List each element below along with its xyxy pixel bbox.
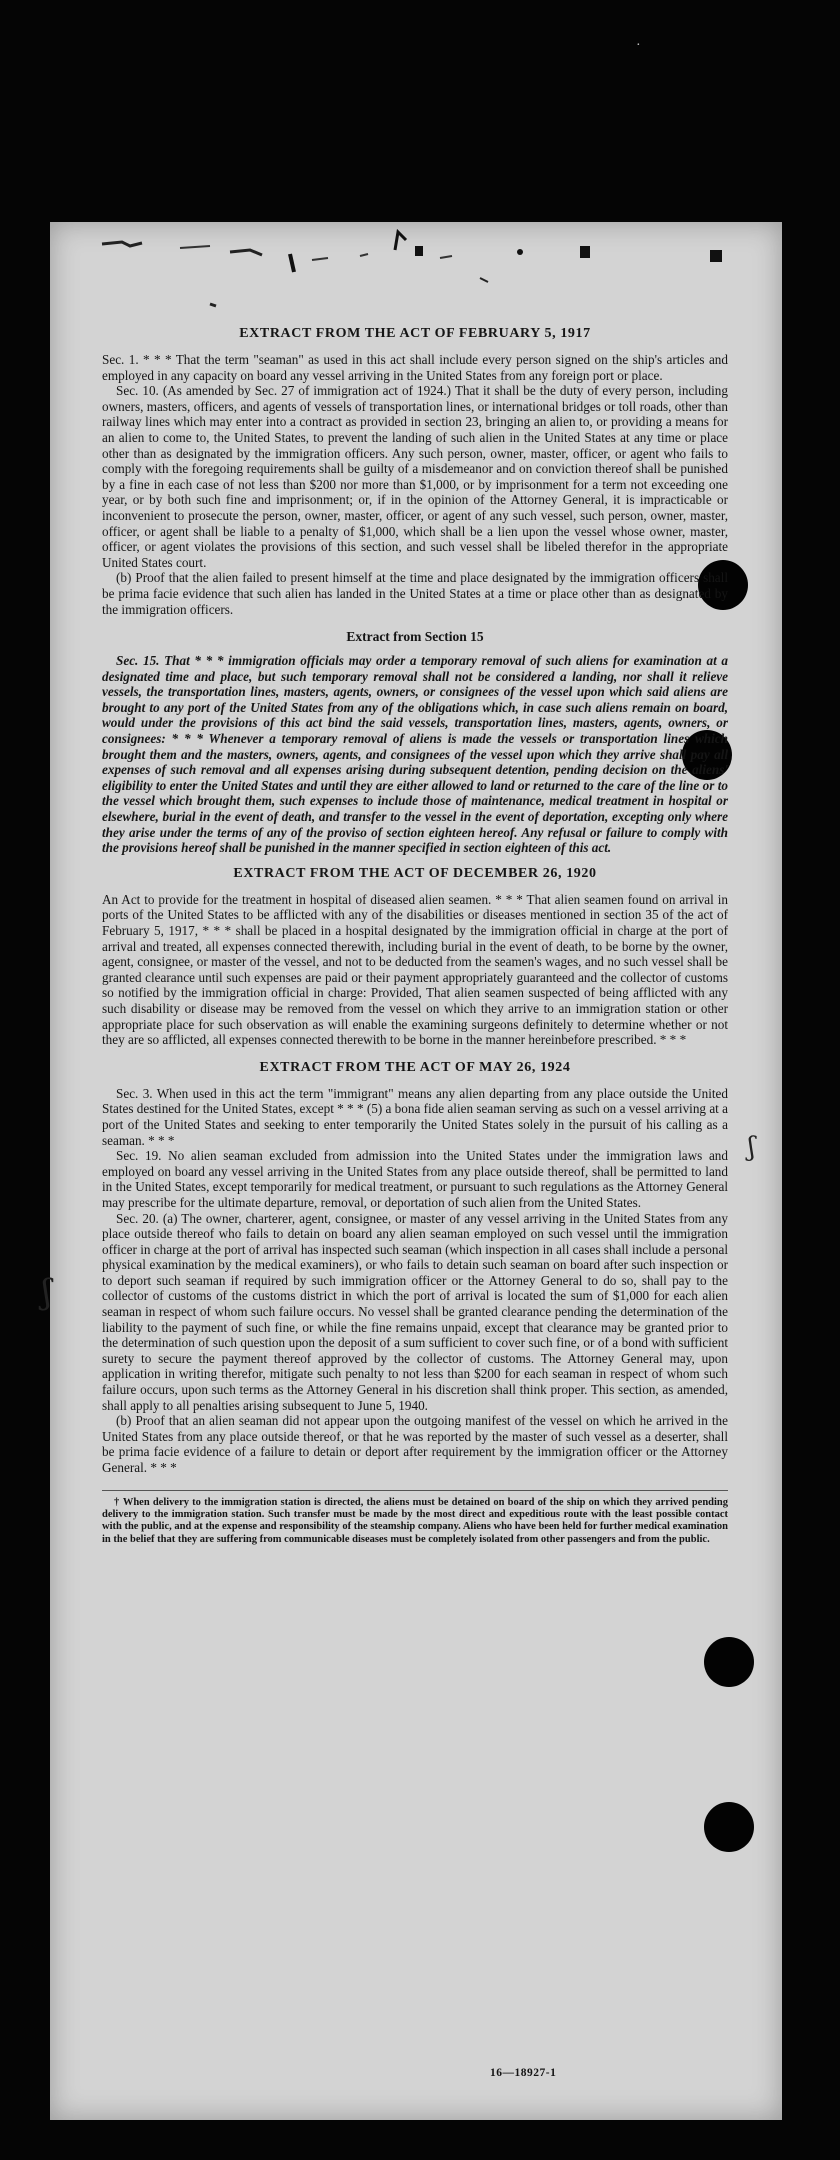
handwritten-mark: ʃ bbox=[748, 1132, 756, 1162]
form-number: 16—18927-1 bbox=[490, 2067, 557, 2079]
paragraph: Sec. 19. No alien seaman excluded from admission into the United States under the immigration laws and employed on board any vessel arriving in the United States from any place outside thereof, shall be permitted to land in the United States, except temporarily for medical treatment, or pursuant to such regulations as the Attorney General may prescribe for the ultimate departure, removal, or deportation of such alien from the United States. bbox=[102, 1148, 728, 1210]
paragraph: Sec. 3. When used in this act the term "immigrant" means any alien departing from any place outside the United States destined for the United States, except * * * (5) a bona fide alien seaman serving as such on a vessel arriving at a port of the United States and seeking to enter temporarily the United States solely in the pursuit of his calling as a seaman. * * * bbox=[102, 1085, 728, 1148]
paragraph: Sec. 10. (As amended by Sec. 27 of immigration act of 1924.) That it shall be the duty of every person, including owners, masters, officers, and agents of vessels of transportation lines, or international bridges or toll roads, other than railway lines which may enter into a contract as provided in section 23, bringing an alien to, or providing a means for an alien to come to, the United States, to prevent the landing of such alien in the United States at any time or place other than as designated by the immigration officers. Any such person, owner, master, officer, or agent who fails to comply with the foregoing requirements shall be guilty of a misdemeanor and on conviction thereof shall be punished by a fine in each case of not less than $200 nor more than $1,000, or by imprisonment for a term not exceeding one year, or by both such fine and imprisonment; or, if in the opinion of the Attorney General, it is impracticable or inconvenient to prosecute the person, owner, master, officer, or agent of any such vessel, such person, owner, master, officer, or agent shall be liable to a penalty of $1,000, which shall be a lien upon the vessel whose owner, master, officer, or agent violates the provisions of this section, and such vessel shall be libeled therefor in the appropriate United States court. bbox=[102, 383, 728, 570]
punch-hole bbox=[704, 1637, 754, 1687]
footnote: † When delivery to the immigration station is directed, the aliens must be detained on board of the ship on which they arrived pending delivery to the immigration station. Such transfer must be made by the most direct and expeditious route with the least possible contact with the public, and at the expense and responsibility of the steamship company. Aliens who have been held for further medical examination in the belief that they are suffering from communicable diseases must be completely isolated from other passengers and from the public. bbox=[102, 1490, 728, 1547]
paragraph: (b) Proof that an alien seaman did not appear upon the outgoing manifest of the vessel on which he arrived in the United States from any place outside thereof, or that he was reported by the master of such vessel as a deserter, shall be prima facie evidence of a failure to detain or deport after requirement by the immigration officer or the Attorney General. * * * bbox=[102, 1413, 728, 1475]
section-heading: EXTRACT FROM THE ACT OF FEBRUARY 5, 1917 bbox=[239, 326, 591, 341]
section-heading: Extract from Section 15 bbox=[346, 629, 484, 645]
section-heading: EXTRACT FROM THE ACT OF MAY 26, 1924 bbox=[259, 1059, 571, 1075]
paragraph: An Act to provide for the treatment in hospital of diseased alien seamen. * * * That alien seamen found on arrival in ports of the United States to be afflicted with any of the disabilities or diseases mentioned in section 35 of the act of February 5, 1917, * * * shall be placed in a hospital designated by the immigration official in charge at the port of arrival and treated, all expenses connected therewith, including burial in the event of death, to be borne by the owner, agent, consignee, or master of the vessel, and not to be deducted from the seamen's wages, and no such vessel shall be granted clearance until such expenses are paid or their payment appropriately guaranteed and the collector of customs so notified by the immigration official in charge: Provided, That alien seamen suspected of being afflicted with any such disability or disease may be removed from the vessel on which they arrive to an immigration station or other appropriate place for such observation as will enable the examining surgeons definitely to determine whether or not they are so afflicted, all expenses connected therewith to be borne in the manner hereinbefore prescribed. * * * bbox=[102, 891, 728, 1048]
paragraph: Sec. 1. * * * That the term "seaman" as used in this act shall include every person signed on the ship's articles and employed in any capacity on board any vessel arriving in the United States from any foreign port or place. bbox=[102, 352, 728, 383]
paragraph: Sec. 15. That * * * immigration officials may order a temporary removal of such aliens for examination at a designated time and place, but such temporary removal shall not be considered a landing, nor shall it relieve vessels, the transportation lines, masters, agents, owners, or consignees of the vessel upon which said aliens are brought to any port of the United States from any of the obligations which, in case such aliens remain on board, would under the provisions of this act bind the said vessels, transportation lines, masters, agents, owners, or consignees: * * * Whenever a temporary removal of aliens is made the vessels or transportation lines which brought them and the masters, owners, agents, and consignees of the vessel upon which they arrive shall pay all expenses of such removal and all expenses arising during subsequent detention, pending decision on the aliens' eligibility to enter the United States and until they are either allowed to land or returned to the care of the line or to the vessel which brought them, such expenses to include those of maintenance, medical treatment in hospital or elsewhere, burial in the event of death, and transfer to the vessel in the event of deportation, excepting only where they arise under the terms of any of the proviso of section eighteen hereof. Any refusal or failure to comply with the provisions hereof shall be punished in the manner specified in section eighteen of this act. bbox=[102, 653, 728, 856]
punch-hole bbox=[704, 1802, 754, 1852]
document-page bbox=[42, 222, 782, 2120]
section-heading: EXTRACT FROM THE ACT OF DECEMBER 26, 1920 bbox=[233, 865, 597, 881]
paragraph: Sec. 20. (a) The owner, charterer, agent, consignee, or master of any vessel arriving in the United States from any place outside thereof who fails to detain on board any alien seaman employed on such vessel until the immigration officer in charge at the port of arrival has inspected such seaman (which inspection in all cases shall include a personal physical examination by the medical examiners), or who fails to detain such seaman on board after such inspection or to deport such seaman if required by such immigration officer or the Attorney General to do so, shall pay to the collector of customs of the customs district in which the port of arrival is located the sum of $1,000 for each alien seaman in respect of whom such failure occurs. No vessel shall be granted clearance pending the determination of the liability to the payment of such fine, or while the fine remains unpaid, except that clearance may be granted prior to the determination of such question upon the deposit of a sum sufficient to cover such fine, or of a bond with sufficient surety to secure the payment thereof approved by the collector of customs. The Attorney General may, upon application in writing therefor, mitigate such penalty to not less than $200 for each seaman in respect of whom such failure occurs, upon such terms as the Attorney General in his discretion shall think proper. This section, as amended, shall apply to all penalties arising subsequent to June 5, 1940. bbox=[102, 1210, 728, 1413]
paragraph: (b) Proof that the alien failed to present himself at the time and place designated by the immigration officers shall be prima facie evidence that such alien has landed in the United States at a time or place other than as designated by the immigration officers. bbox=[102, 570, 728, 617]
handwritten-mark: ʃ bbox=[42, 1272, 52, 1312]
document-body bbox=[102, 326, 728, 1546]
scan-speck: · bbox=[636, 38, 641, 53]
